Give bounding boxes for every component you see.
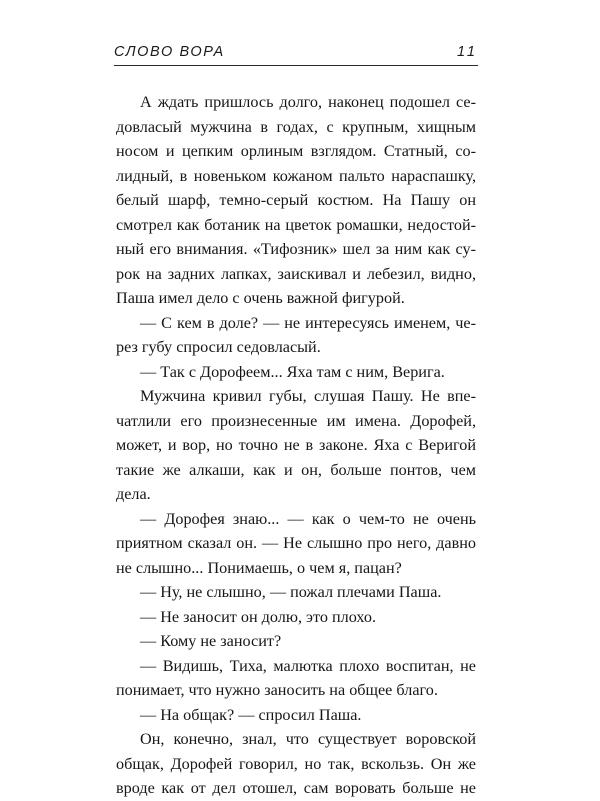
text-line: довласый мужчина в годах, с крупным, хищным xyxy=(116,117,476,136)
text-line: — На общак? — спросил Паша. xyxy=(140,705,362,724)
text-line: Мужчина кривил губы, слушая Пашу. Не впе- xyxy=(140,387,476,405)
text-line: дела. xyxy=(116,485,151,503)
text-line: рок на задних лапках, заискивал и лебезил, видно, xyxy=(116,264,476,283)
text-line: общак, Дорофей говорил, но так, вскользь. Он же xyxy=(116,754,476,773)
page-header xyxy=(114,44,478,64)
text-line: приятном сказал он. — Не слышно про него, давно xyxy=(116,534,476,552)
text-line: чатлили его произнесенные им имена. Дорофей, xyxy=(116,411,476,430)
text-line: лидный, в новеньком кожаном пальто нараспашку, xyxy=(116,166,476,185)
header-rule xyxy=(114,65,478,66)
text-line: носом и цепким орлиным взглядом. Статный, со- xyxy=(116,142,476,160)
text-line: рез губу спросил седовласый. xyxy=(116,338,321,356)
text-line: А ждать пришлось долго, наконец подошел се- xyxy=(140,93,476,111)
text-line: — Ну, не слышно, — пожал плечами Паша. xyxy=(140,583,442,601)
text-line: вроде как от дел отошел, сам воровать больше не xyxy=(116,779,476,797)
text-line: такие же алкаши, как и он, больше понтов, чем xyxy=(116,460,476,479)
text-line: — Дорофея знаю... — как о чем-то не очень xyxy=(140,509,476,528)
text-line: понимает, что нужно заносить на общее благо. xyxy=(116,681,438,699)
text-line: — Не заносит он долю, это плохо. xyxy=(140,607,377,626)
text-line: не слышно... Понимаешь, о чем я, пацан? xyxy=(116,558,402,577)
text-line: ный его внимания. «Тифозник» шел за ним как су- xyxy=(116,240,476,258)
text-line: — С кем в доле? — не интересуясь именем, че- xyxy=(140,313,476,332)
text-line: белый шарф, темно-серый костюм. На Пашу он xyxy=(116,191,476,209)
running-title: СЛОВО ВОРА xyxy=(114,44,225,60)
text-line: — Кому не заносит? xyxy=(140,632,282,650)
text-line: — Так с Дорофеем... Яха там с ним, Верига. xyxy=(140,362,445,381)
text-line: Он, конечно, знал, что существует воровской xyxy=(140,730,476,748)
text-line: — Видишь, Тиха, малютка плохо воспитан, не xyxy=(140,656,476,675)
text-line: может, и вор, но точно не в законе. Яха с Веригой xyxy=(116,436,476,454)
body-text xyxy=(116,90,476,801)
text-line: смотрел как ботаник на цветок ромашки, недостой- xyxy=(116,215,476,234)
text-line: Паша имел дело с очень важной фигурой. xyxy=(116,289,405,307)
page-number: 11 xyxy=(456,44,478,60)
